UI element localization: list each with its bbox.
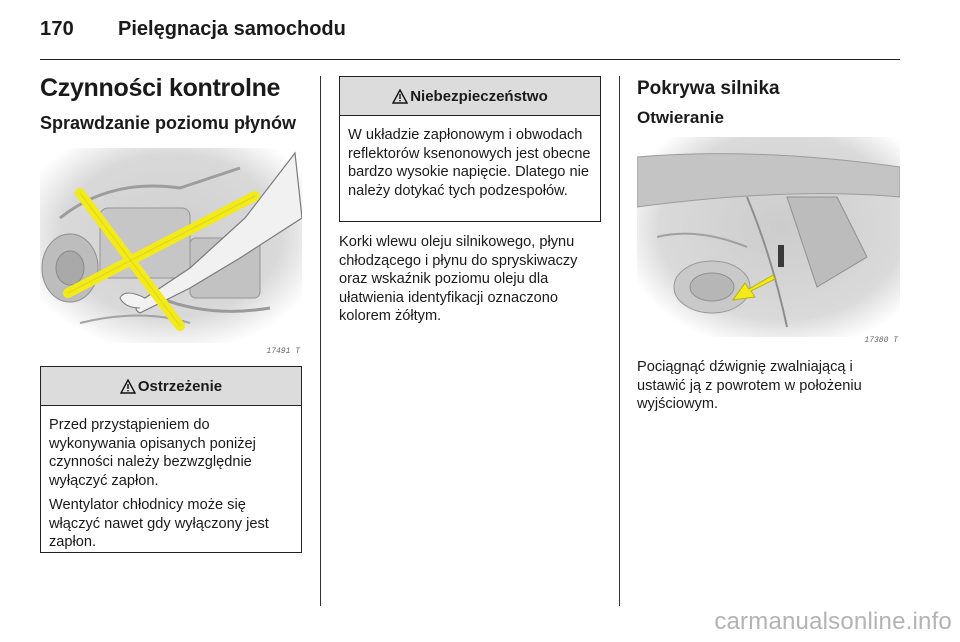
column-divider-left xyxy=(320,76,321,606)
lever-text: Pociągnąć dźwignię zwalniającą i ustawić ją z powrotem w położeniu wyjściowym. xyxy=(637,359,862,412)
yellow-caps-text: Korki wlewu oleju silnikowego, płynu chłodzącego i płynu do spryskiwaczy oraz wskaźnik poziomu oleju dla ułatwienia identyfikacji oznaczono kolorem żółtym. xyxy=(339,234,578,324)
opening-subheading: Otwieranie xyxy=(637,108,724,127)
figure-code: 17380 T xyxy=(864,336,898,345)
warning-triangle-icon xyxy=(392,89,408,104)
column-divider-right xyxy=(619,76,620,606)
main-heading: Czynności kontrolne xyxy=(40,74,281,102)
fluid-check-figure xyxy=(40,148,302,358)
figure-code: 17491 T xyxy=(266,347,300,356)
danger-box xyxy=(339,76,601,222)
warning-box-header xyxy=(41,367,301,406)
warning-box xyxy=(40,366,302,553)
warning-triangle-icon xyxy=(120,379,136,394)
hood-release-lever-illustration xyxy=(637,137,900,347)
watermark: carmanualsonline.info xyxy=(714,608,952,635)
hood-release-figure xyxy=(637,137,900,347)
warning-paragraph-2: Wentylator chłodnicy może się włączyć nawet gdy wyłączony jest zapłon. xyxy=(49,497,269,550)
danger-box-header xyxy=(340,77,600,116)
warning-paragraph-1: Przed przystąpieniem do wykonywania opisanych poniżej czynności należy bezwzględnie wyłączyć zapłon. xyxy=(49,417,256,489)
yellow-caps-paragraph xyxy=(339,233,604,326)
header-rule xyxy=(40,59,900,60)
hood-heading: Pokrywa silnika xyxy=(637,78,780,99)
danger-box-title: Niebezpieczeństwo xyxy=(410,87,548,105)
danger-paragraph: W układzie zapłonowym i obwodach reflektorów ksenonowych jest obecne bardzo wysokie napięcie. Dlatego nie należy dotykać tych podzespołów. xyxy=(348,127,591,199)
fluid-check-subheading: Sprawdzanie poziomu płynów xyxy=(40,113,297,133)
crossed-out-hand-under-hood-illustration xyxy=(40,148,302,358)
warning-box-title: Ostrzeżenie xyxy=(137,377,223,395)
section-title: Pielęgnacja samochodu xyxy=(118,18,346,40)
page-number: 170 xyxy=(40,18,74,40)
lever-paragraph xyxy=(637,358,905,414)
danger-box-body xyxy=(340,116,600,214)
warning-box-body xyxy=(41,406,301,566)
